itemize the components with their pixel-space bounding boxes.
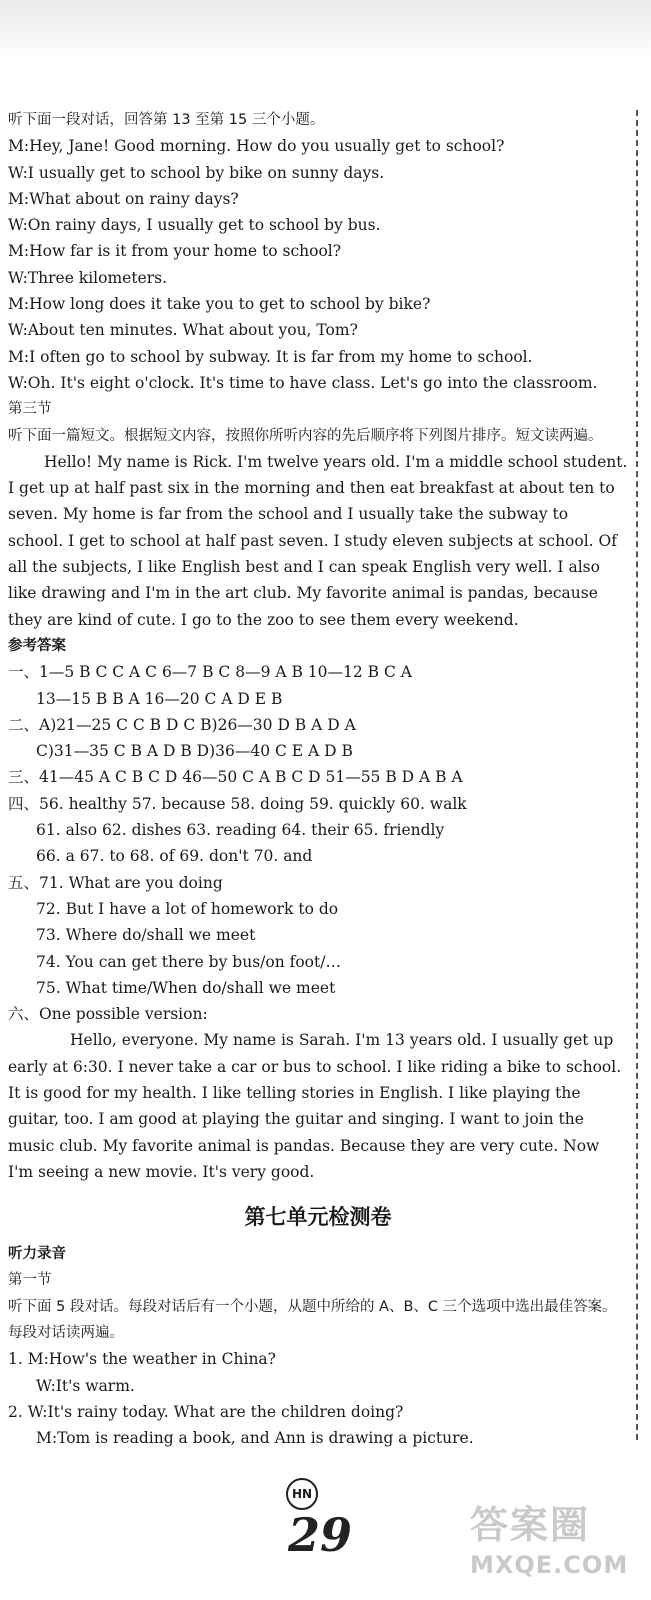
dialogue-line: W:It's warm. xyxy=(36,1376,135,1395)
watermark-logo xyxy=(470,1502,646,1594)
answer-line: 四、56. healthy 57. because 58. doing 59. quickly 60. walk xyxy=(8,794,467,813)
dialogue-instruction: 听下面一段对话，回答第 13 至第 15 三个小题。 xyxy=(8,112,325,128)
dialogue-line: M:I often go to school by subway. It is far from my home to school. xyxy=(8,347,533,366)
listening-heading: 听力录音 xyxy=(8,1246,66,1263)
section1-instruction: 听下面 5 段对话。每段对话后有一个小题，从题中所给的 A、B、C 三个选项中选出最佳答案。每段对话读两遍。 xyxy=(8,1298,617,1342)
dialogue-line: W:Oh. It's eight o'clock. It's time to have class. Let's go into the classroom. xyxy=(8,373,598,392)
answer-line: 二、A)21—25 C C B D C B)26—30 D B A D A xyxy=(8,715,356,734)
answers-heading: 参考答案 xyxy=(8,637,66,654)
answer-line: 75. What time/When do/shall we meet xyxy=(36,978,336,997)
answer-line: 72. But I have a lot of homework to do xyxy=(36,899,339,918)
hn-badge: HN xyxy=(286,1478,318,1510)
answer-line: 五、71. What are you doing xyxy=(8,873,223,892)
answer-line: 66. a 67. to 68. of 69. don't 70. and xyxy=(36,847,313,866)
page-number: 29 xyxy=(288,1508,353,1562)
answer-line: 74. You can get there by bus/on foot/… xyxy=(36,952,341,971)
watermark-text-top: 答案圈 xyxy=(470,1503,591,1547)
dialogue-line: W:Three kilometers. xyxy=(8,268,168,287)
answer-line: 一、1—5 B C C A C 6—7 B C 8—9 A B 10—12 B C A xyxy=(8,663,412,682)
section3-instruction: 听下面一篇短文。根据短文内容，按照你所听内容的先后顺序将下列图片排序。短文读两遍。 xyxy=(8,427,603,444)
scan-shadow xyxy=(0,0,651,60)
dialogue-line: W:I usually get to school by bike on sunny days. xyxy=(8,163,385,182)
answer-line: 61. also 62. dishes 63. reading 64. their 65. friendly xyxy=(36,821,445,840)
answer-line: 三、41—45 A C B C D 46—50 C A B C D 51—55 B D A B A xyxy=(8,768,463,787)
dialogue-line: W:About ten minutes. What about you, Tom? xyxy=(8,321,358,340)
dialogue-line: M:How far is it from your home to school? xyxy=(8,242,342,261)
dialogue-line: 2. W:It's rainy today. What are the children doing? xyxy=(8,1402,404,1421)
dialogue-line: M:Tom is reading a book, and Ann is drawing a picture. xyxy=(36,1429,474,1448)
dialogue-line: 1. M:How's the weather in China? xyxy=(8,1350,276,1369)
section-heading: 第一节 xyxy=(8,1272,52,1289)
dialogue-line: M:How long does it take you to get to school by bike? xyxy=(8,295,431,314)
answer-line: 六、One possible version: xyxy=(8,1005,208,1024)
dialogue-line: M:What about on rainy days? xyxy=(8,189,239,208)
answer-line: C)31—35 C B A D B D)36—40 C E A D B xyxy=(36,742,353,761)
sample-essay: Hello, everyone. My name is Sarah. I'm 13 years old. I usually get up early at 6:30. I never take a car or bus to school. I like riding a bike to school. It is good for my health. I like telling stories in English. I like playing the guitar, too. I am good at playing the guitar and singing. I want to join the music club. My favorite animal is pandas. Because they are very cute. Now I'm seeing a new movie. It's very good. xyxy=(8,1031,622,1181)
dialogue-line: M:Hey, Jane! Good morning. How do you usually get to school? xyxy=(8,137,505,156)
answer-line: 73. Where do/shall we meet xyxy=(36,926,256,945)
watermark-text-bottom: MXQE.COM xyxy=(470,1551,629,1579)
unit-title: 第七单元检测卷 xyxy=(244,1205,392,1230)
answer-line: 13—15 B B A 16—20 C A D E B xyxy=(36,689,283,708)
dialogue-line: W:On rainy days, I usually get to school by bus. xyxy=(8,216,381,235)
dashed-margin-line xyxy=(636,110,638,1440)
listening-passage: Hello! My name is Rick. I'm twelve years old. I'm a middle school student. I get up at half past six in the morning and then eat breakfast at about ten to seven. My home is far from the school and I usually take the subway to school. I get to school at half past seven. I study eleven subjects at school. Of all the subjects, I like English best and I can speak English very well. I also like drawing and I'm in the art club. My favorite animal is pandas, because they are kind of cute. I go to the zoo to see them every weekend. xyxy=(8,452,628,629)
section-heading: 第三节 xyxy=(8,401,52,418)
page-content xyxy=(8,107,628,1452)
